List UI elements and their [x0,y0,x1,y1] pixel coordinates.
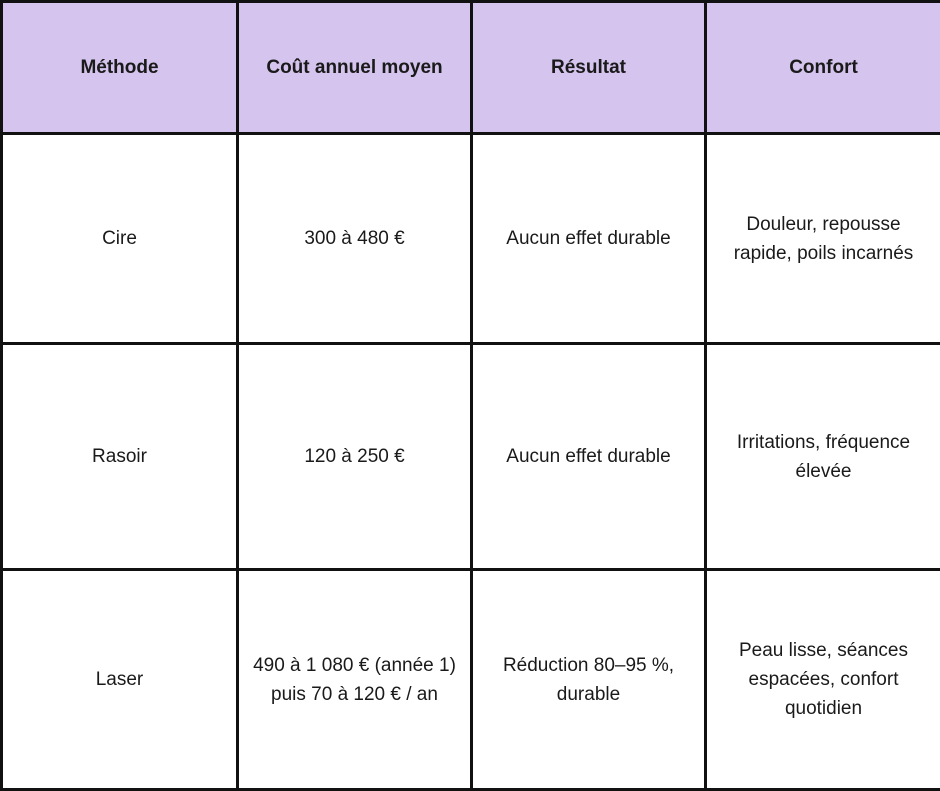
header-comfort: Confort [706,2,940,134]
header-annual-cost: Coût annuel moyen [238,2,472,134]
cell-cost: 300 à 480 € [238,134,472,344]
table-row [2,134,940,344]
cell-method: Rasoir [2,344,238,570]
table-row [2,570,940,790]
table-header-row [2,2,940,134]
cell-result: Aucun effet durable [472,344,706,570]
header-result: Résultat [472,2,706,134]
cell-result: Réduction 80–95 %, durable [472,570,706,790]
header-method: Méthode [2,2,238,134]
cell-method: Cire [2,134,238,344]
cell-comfort: Peau lisse, séances espacées, confort quotidien [706,570,940,790]
cell-method: Laser [2,570,238,790]
cell-cost: 490 à 1 080 € (année 1) puis 70 à 120 € / an [238,570,472,790]
cell-cost: 120 à 250 € [238,344,472,570]
cell-comfort: Irritations, fréquence élevée [706,344,940,570]
cell-comfort: Douleur, repousse rapide, poils incarnés [706,134,940,344]
table-row [2,344,940,570]
cell-result: Aucun effet durable [472,134,706,344]
